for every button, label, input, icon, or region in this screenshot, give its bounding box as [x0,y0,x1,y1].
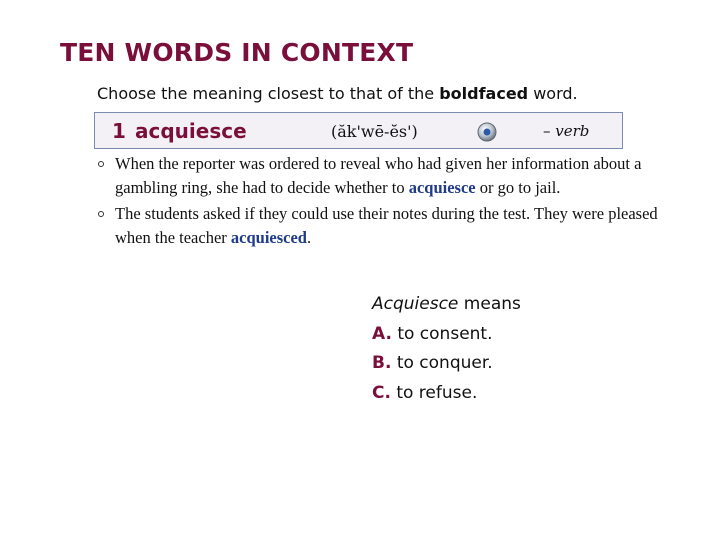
highlighted-word: acquiesced [230,228,307,247]
word-number: 1 [112,119,126,143]
context-sentence [96,152,671,200]
sentence-text-before: When the reporter was ordered to reveal who had given her information about a gambling ring, she had to decide whether to [115,154,642,197]
instruction-text [97,84,578,103]
instruction-before: Choose the meaning closest to that of the [97,84,440,103]
sentence-text-before: The students asked if they could use their notes during the test. They were pleased when the teacher [115,204,658,247]
bullet-icon [98,161,104,167]
question-word: Acquiesce [372,294,459,314]
choice-text: to conquer. [391,353,493,373]
instruction-bold: boldfaced [439,84,529,103]
question-block [372,290,521,408]
part-of-speech: – verb [543,122,590,140]
sentence-text-after: or go to jail. [475,178,561,197]
choice-letter: B. [372,353,392,373]
choice-c[interactable] [372,379,521,409]
choice-a[interactable] [372,320,521,350]
sentence-text-after: . [307,228,312,247]
word-header-box [94,112,623,149]
question-stem [372,290,521,320]
vocab-word: acquiesce [135,119,247,143]
question-suffix: means [458,294,521,314]
context-sentences [96,152,671,252]
bullet-icon [98,211,104,217]
highlighted-word: acquiesce [408,178,476,197]
choice-letter: C. [372,382,391,403]
choice-text: to refuse. [390,382,478,403]
choice-b[interactable] [372,349,521,379]
pronunciation: (ăk'wē-ĕs') [331,122,418,141]
speaker-icon[interactable] [477,122,497,142]
choice-letter: A. [372,323,392,344]
context-sentence [96,202,671,250]
page-title: TEN WORDS IN CONTEXT [60,38,414,67]
instruction-after: word. [528,84,578,103]
choice-text: to consent. [391,323,493,344]
